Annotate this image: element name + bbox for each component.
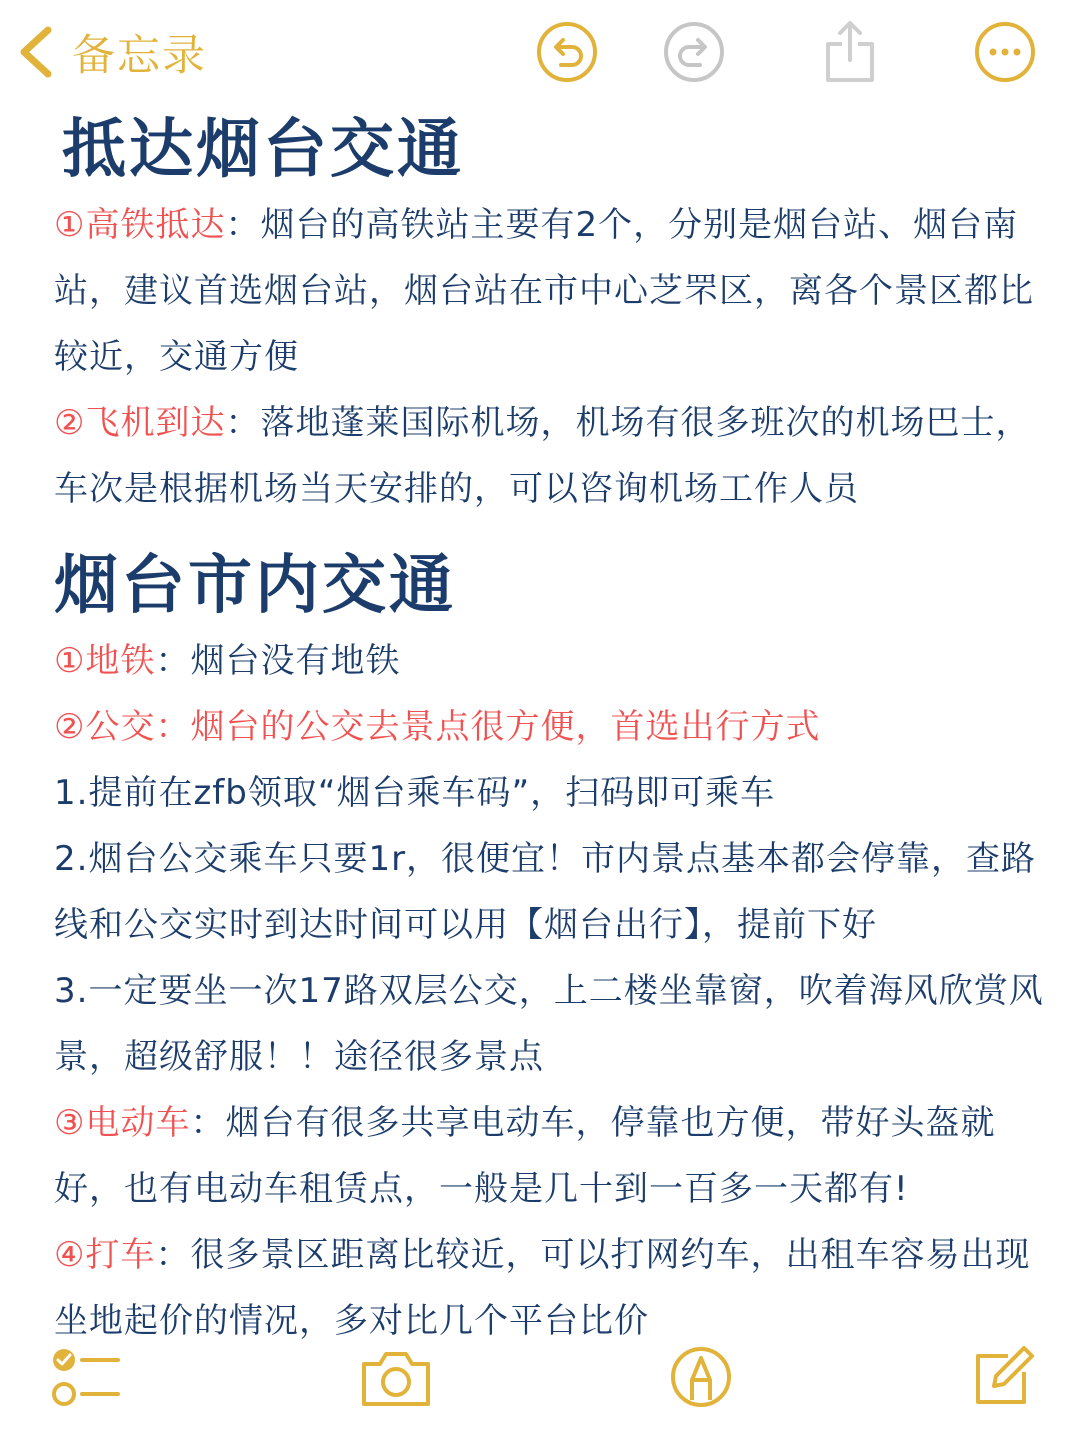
compose-button[interactable]: [972, 1344, 1036, 1408]
note-paragraph: [54, 390, 1054, 522]
checklist-button[interactable]: [50, 1346, 122, 1410]
camera-icon: [358, 1346, 434, 1410]
item-label: ①地铁: [54, 641, 156, 681]
note-paragraph: [54, 694, 1054, 760]
markup-button[interactable]: [668, 1344, 734, 1410]
note-paragraph: [54, 826, 1054, 958]
back-button[interactable]: [14, 22, 207, 82]
item-label: ②飞机到达: [54, 403, 226, 443]
note-paragraph: [54, 958, 1054, 1090]
item-text: ：烟台的高铁站主要有2个，分别是烟台站、烟台南站，建议首选烟台站，烟台站在市中心芝罘区，离各个景区都比较近，交通方便: [54, 205, 1034, 377]
section-heading: 抵达烟台交通: [62, 113, 464, 187]
bottom-toolbar: [0, 1338, 1080, 1438]
item-text: 2.烟台公交乘车只要1r，很便宜！市内景点基本都会停靠，查路线和公交实时到达时间可以用【烟台出行】，提前下好: [54, 839, 1037, 945]
undo-button[interactable]: [535, 20, 599, 84]
undo-icon: [535, 20, 599, 84]
note-paragraph: [54, 1090, 1054, 1222]
item-text: 3.一定要坐一次17路双层公交，上二楼坐靠窗，吹着海风欣赏风景，超级舒服！！途径很多景点: [54, 971, 1044, 1077]
compose-icon: [972, 1344, 1036, 1408]
more-button[interactable]: [973, 20, 1037, 84]
note-paragraph: [54, 628, 1054, 694]
item-label: ④打车: [54, 1235, 156, 1275]
section-heading: 烟台市内交通: [54, 549, 456, 623]
note-paragraph: [54, 192, 1054, 390]
top-toolbar: [0, 0, 1080, 108]
item-text: ：烟台没有地铁: [155, 641, 401, 681]
item-label: ①高铁抵达: [54, 205, 226, 245]
item-text: ：落地蓬莱国际机场，机场有很多班次的机场巴士，车次是根据机场当天安排的，可以咨询机场工作人员: [54, 403, 1031, 509]
checklist-icon: [50, 1346, 122, 1410]
redo-icon: [662, 20, 726, 84]
more-icon: [973, 20, 1037, 84]
camera-button[interactable]: [358, 1346, 434, 1410]
item-text: 1.提前在zfb领取“烟台乘车码”，扫码即可乘车: [54, 773, 776, 813]
item-text: ：烟台有很多共享电动车，停靠也方便，带好头盔就好，也有电动车租赁点，一般是几十到一百多一天都有!: [54, 1103, 996, 1209]
note-paragraph: [54, 1222, 1054, 1354]
note-paragraph: [54, 760, 1054, 826]
chevron-left-icon: [14, 24, 56, 80]
share-button[interactable]: [818, 20, 882, 84]
markup-icon: [668, 1344, 734, 1410]
item-label: ③电动车: [54, 1103, 191, 1143]
item-text: ：很多景区距离比较近，可以打网约车，出租车容易出现坐地起价的情况，多对比几个平台比价: [54, 1235, 1031, 1341]
share-icon: [818, 20, 882, 84]
back-label: 备忘录: [72, 30, 207, 81]
item-label: ②公交：烟台的公交去景点很方便，首选出行方式: [54, 707, 821, 747]
redo-button[interactable]: [662, 20, 726, 84]
note-body[interactable]: [54, 108, 1054, 1354]
